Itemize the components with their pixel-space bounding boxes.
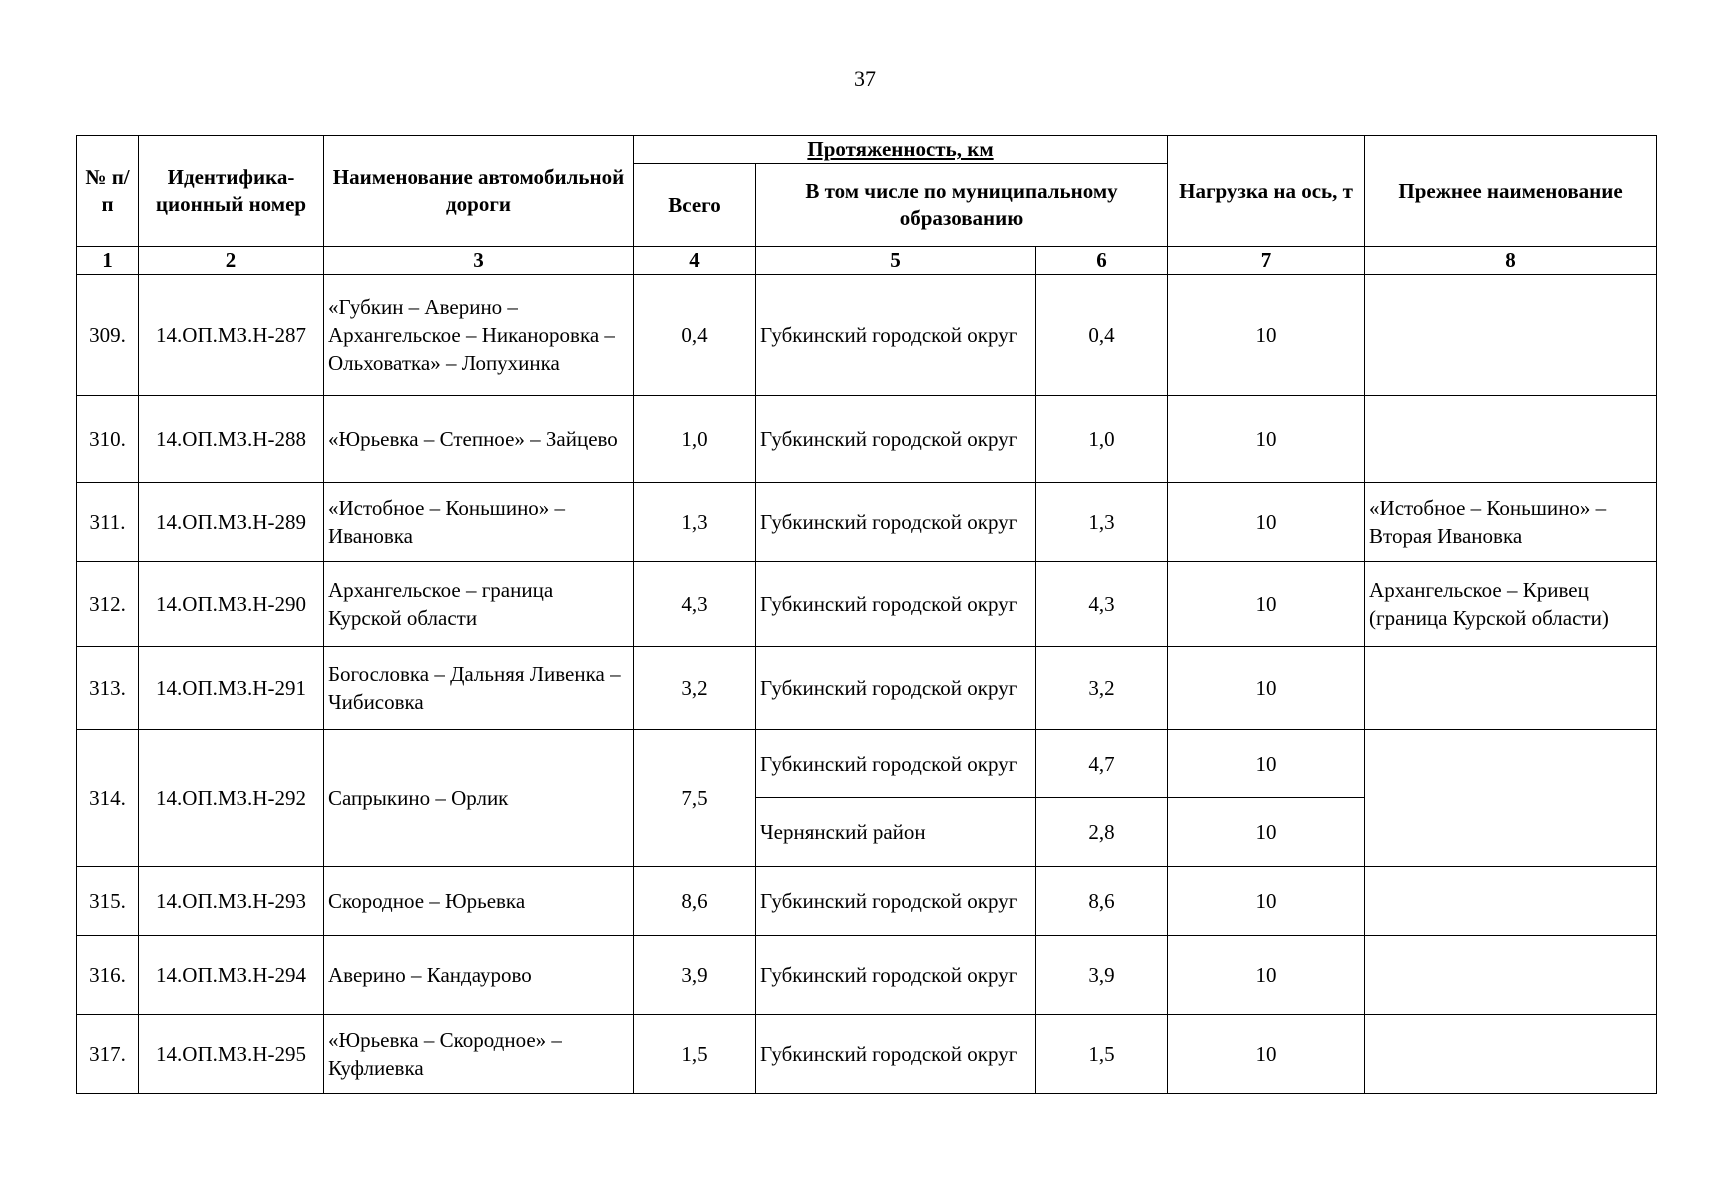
col-number: 7 xyxy=(1168,247,1365,275)
former-name xyxy=(1365,275,1657,396)
municipality-length: 4,3 xyxy=(1036,562,1168,647)
col-number: 8 xyxy=(1365,247,1657,275)
row-number: 312. xyxy=(77,562,139,647)
road-name: Аверино – Кандаурово xyxy=(324,936,634,1015)
road-id: 14.ОП.МЗ.Н-290 xyxy=(139,562,324,647)
road-id: 14.ОП.МЗ.Н-287 xyxy=(139,275,324,396)
header-total: Всего xyxy=(634,164,756,247)
road-id: 14.ОП.МЗ.Н-293 xyxy=(139,867,324,936)
municipality: Губкинский городской округ xyxy=(756,275,1036,396)
table-row xyxy=(77,936,1657,1015)
road-name: Сапрыкино – Орлик xyxy=(324,730,634,867)
municipality: Губкинский городской округ xyxy=(756,647,1036,730)
former-name xyxy=(1365,647,1657,730)
municipality-length: 4,7 xyxy=(1036,730,1168,798)
roads-table xyxy=(76,135,1657,1094)
table-row xyxy=(77,730,1657,798)
municipality-length: 1,5 xyxy=(1036,1015,1168,1094)
axle-load: 10 xyxy=(1168,730,1365,798)
road-name: Богословка – Дальняя Ливенка – Чибисовка xyxy=(324,647,634,730)
total-length: 4,3 xyxy=(634,562,756,647)
row-number: 313. xyxy=(77,647,139,730)
header-name: Наименование автомобильной дороги xyxy=(324,136,634,247)
municipality-length: 1,0 xyxy=(1036,396,1168,483)
table-row xyxy=(77,1015,1657,1094)
axle-load: 10 xyxy=(1168,275,1365,396)
header-former: Прежнее наименование xyxy=(1365,136,1657,247)
total-length: 1,5 xyxy=(634,1015,756,1094)
road-name: «Юрьевка – Степное» – Зайцево xyxy=(324,396,634,483)
former-name xyxy=(1365,396,1657,483)
header-incl: В том числе по муниципальному образованию xyxy=(756,164,1168,247)
row-number: 310. xyxy=(77,396,139,483)
col-number: 2 xyxy=(139,247,324,275)
col-number: 3 xyxy=(324,247,634,275)
axle-load: 10 xyxy=(1168,562,1365,647)
row-number: 309. xyxy=(77,275,139,396)
axle-load: 10 xyxy=(1168,1015,1365,1094)
row-number: 315. xyxy=(77,867,139,936)
road-id: 14.ОП.МЗ.Н-292 xyxy=(139,730,324,867)
former-name: Архангельское – Кривец (граница Курской области) xyxy=(1365,562,1657,647)
header-length: Протяженность, км xyxy=(634,136,1168,164)
table-row xyxy=(77,562,1657,647)
municipality: Губкинский городской округ xyxy=(756,936,1036,1015)
row-number: 314. xyxy=(77,730,139,867)
total-length: 8,6 xyxy=(634,867,756,936)
total-length: 3,9 xyxy=(634,936,756,1015)
table-row xyxy=(77,396,1657,483)
municipality-length: 8,6 xyxy=(1036,867,1168,936)
table-row xyxy=(77,275,1657,396)
header-load: Нагрузка на ось, т xyxy=(1168,136,1365,247)
header-row-top xyxy=(77,136,1657,164)
axle-load: 10 xyxy=(1168,396,1365,483)
axle-load: 10 xyxy=(1168,483,1365,562)
road-id: 14.ОП.МЗ.Н-291 xyxy=(139,647,324,730)
row-number: 311. xyxy=(77,483,139,562)
former-name xyxy=(1365,1015,1657,1094)
road-id: 14.ОП.МЗ.Н-295 xyxy=(139,1015,324,1094)
table-row xyxy=(77,483,1657,562)
col-number: 6 xyxy=(1036,247,1168,275)
road-name: Скородное – Юрьевка xyxy=(324,867,634,936)
municipality: Губкинский городской округ xyxy=(756,1015,1036,1094)
col-number: 1 xyxy=(77,247,139,275)
road-id: 14.ОП.МЗ.Н-288 xyxy=(139,396,324,483)
road-id: 14.ОП.МЗ.Н-289 xyxy=(139,483,324,562)
axle-load: 10 xyxy=(1168,936,1365,1015)
former-name xyxy=(1365,936,1657,1015)
municipality: Губкинский городской округ xyxy=(756,483,1036,562)
former-name xyxy=(1365,730,1657,867)
table-row xyxy=(77,867,1657,936)
axle-load: 10 xyxy=(1168,798,1365,867)
row-number: 317. xyxy=(77,1015,139,1094)
axle-load: 10 xyxy=(1168,867,1365,936)
header-id: Идентифика-ционный номер xyxy=(139,136,324,247)
header-num: № п/п xyxy=(77,136,139,247)
axle-load: 10 xyxy=(1168,647,1365,730)
table-row xyxy=(77,647,1657,730)
municipality-length: 0,4 xyxy=(1036,275,1168,396)
municipality-length: 3,2 xyxy=(1036,647,1168,730)
former-name xyxy=(1365,867,1657,936)
municipality-length: 3,9 xyxy=(1036,936,1168,1015)
municipality-length: 1,3 xyxy=(1036,483,1168,562)
former-name: «Истобное – Коньшино» – Вторая Ивановка xyxy=(1365,483,1657,562)
col-number: 5 xyxy=(756,247,1036,275)
road-name: «Юрьевка – Скородное» – Куфлиевка xyxy=(324,1015,634,1094)
municipality: Губкинский городской округ xyxy=(756,396,1036,483)
municipality: Губкинский городской округ xyxy=(756,562,1036,647)
total-length: 1,3 xyxy=(634,483,756,562)
page-number: 37 xyxy=(854,66,876,91)
total-length: 7,5 xyxy=(634,730,756,867)
road-name: «Губкин – Аверино – Архангельское – Никаноровка – Ольховатка» – Лопухинка xyxy=(324,275,634,396)
total-length: 1,0 xyxy=(634,396,756,483)
road-id: 14.ОП.МЗ.Н-294 xyxy=(139,936,324,1015)
col-number: 4 xyxy=(634,247,756,275)
municipality: Губкинский городской округ xyxy=(756,730,1036,798)
total-length: 3,2 xyxy=(634,647,756,730)
municipality: Чернянский район xyxy=(756,798,1036,867)
total-length: 0,4 xyxy=(634,275,756,396)
municipality: Губкинский городской округ xyxy=(756,867,1036,936)
road-name: «Истобное – Коньшино» – Ивановка xyxy=(324,483,634,562)
column-number-row xyxy=(77,247,1657,275)
road-name: Архангельское – граница Курской области xyxy=(324,562,634,647)
row-number: 316. xyxy=(77,936,139,1015)
municipality-length: 2,8 xyxy=(1036,798,1168,867)
